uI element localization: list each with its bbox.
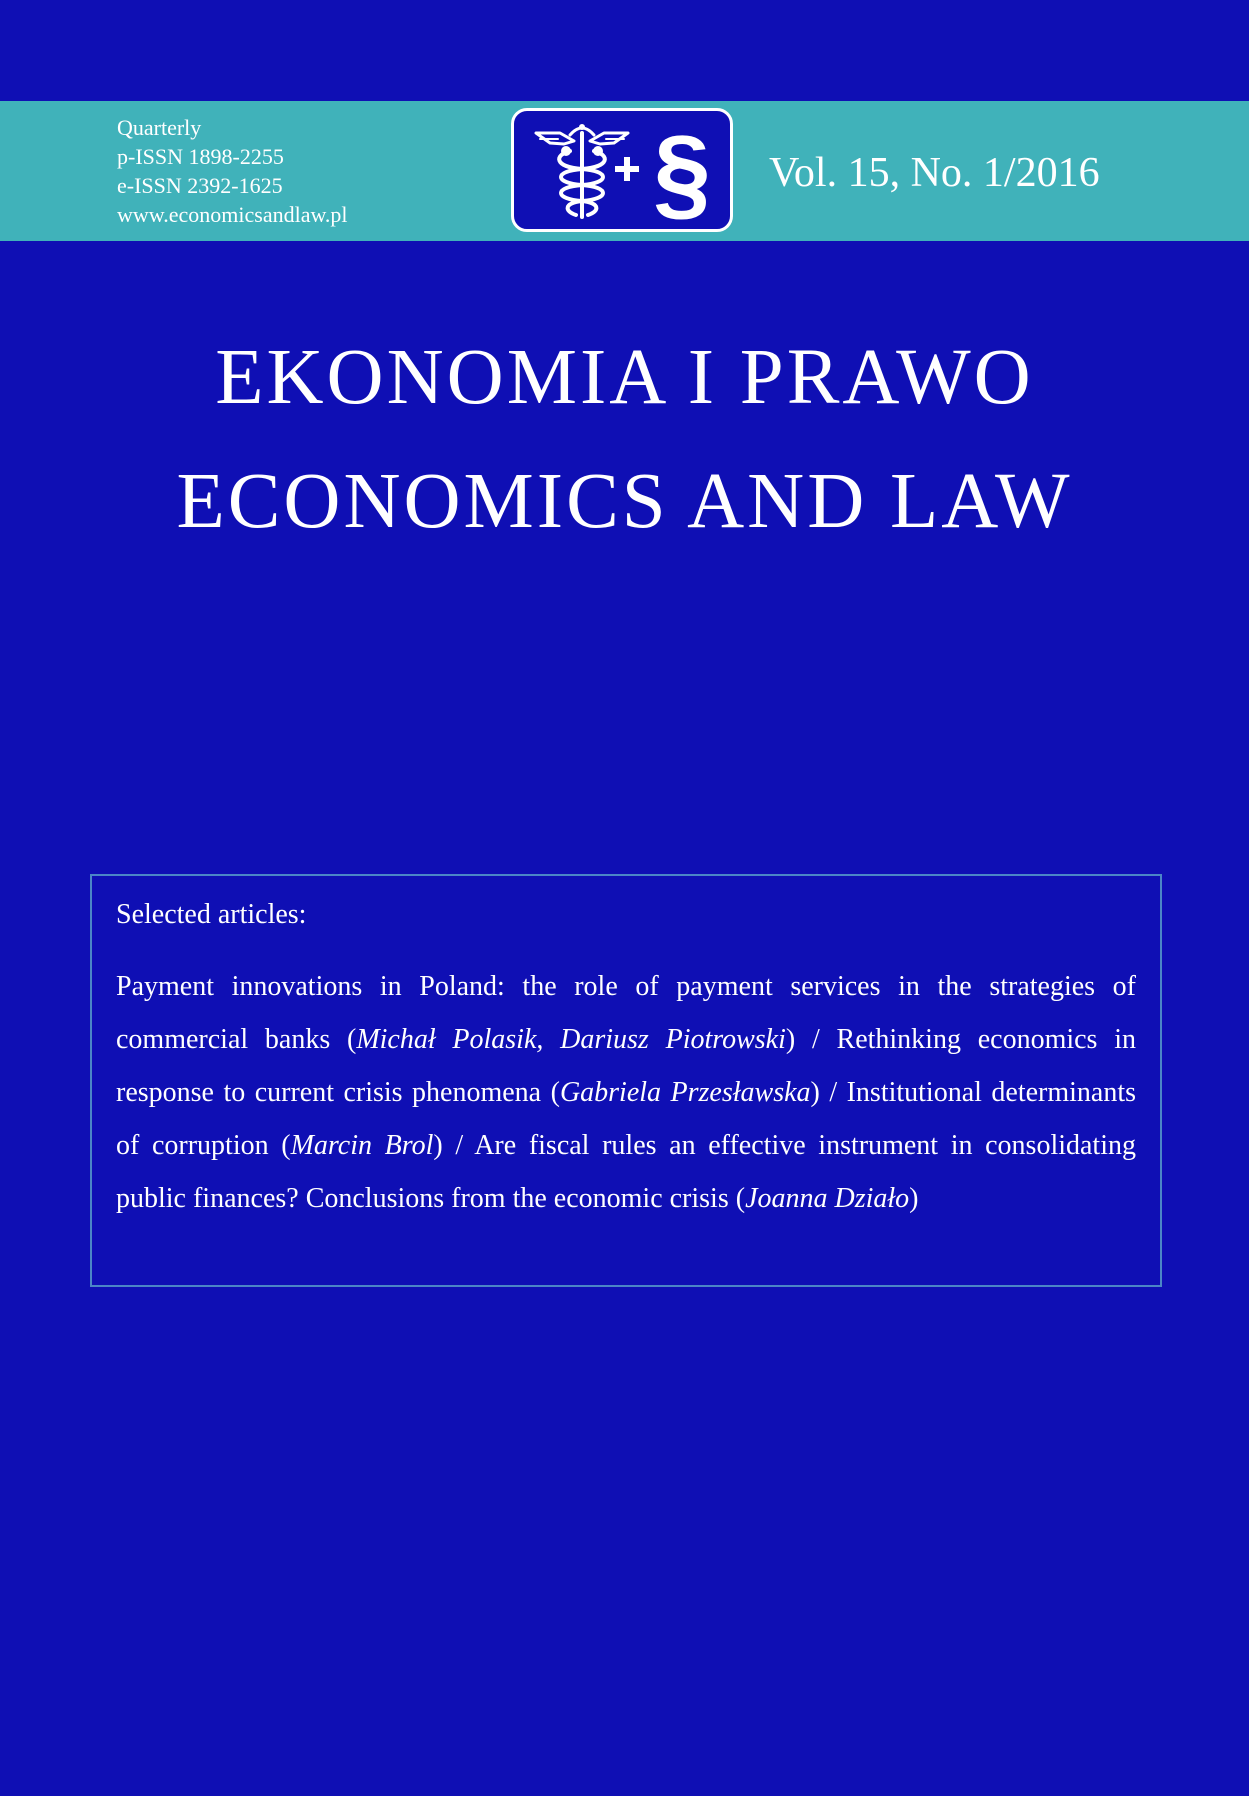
p-issn-label: p-ISSN 1898-2255 [117,144,284,169]
e-issn-label: e-ISSN 2392-1625 [117,173,283,198]
journal-meta [117,113,348,229]
selected-articles-heading: Selected articles: [116,899,307,930]
caduceus-plus-section-sign-logo-icon [514,111,730,229]
journal-logo [511,108,733,232]
article-title: Payment innovations in Poland: the role of payment services in the strategies of commercial banks [116,971,1136,1055]
journal-title [0,332,1249,548]
articles-list: Payment innovations in Poland: the role of payment services in the strategies of commercial banks (Michał Polasik, Dariusz Piotrowski) / Rethinking economics in response to current crisis phenomena (Gabriela Przesławska) / Institutional determinants of corruption (Marcin Brol) / Are fiscal rules an effective instrument in consolidating public finances? Conclusions from the economic crisis (Joanna Działo) [116,971,1137,1214]
frequency-label: Quarterly [117,115,202,140]
volume-issue-label: Vol. 15, No. 1/2016 [769,150,1100,196]
title-english: ECONOMICS AND LAW [176,458,1073,545]
article-title: Are fiscal rules an effective instrument in consolidating public finances? Conclusions from the economic crisis [116,1130,1136,1214]
article-authors: Joanna Działo [745,1183,910,1214]
svg-text:§: § [653,115,711,229]
article-authors: Marcin Brol [290,1130,434,1161]
selected-articles-box [90,874,1162,1287]
article-authors: Michał Polasik, Dariusz Piotrowski [356,1024,786,1055]
title-polish: EKONOMIA I PRAWO [215,334,1034,421]
website-label: www.economicsandlaw.pl [117,202,348,227]
article-title: Rethinking economics in response to current crisis phenomena [116,1024,1136,1108]
article-authors: Gabriela Przesławska [559,1077,811,1108]
article-title: Institutional determinants of corruption [116,1077,1137,1161]
